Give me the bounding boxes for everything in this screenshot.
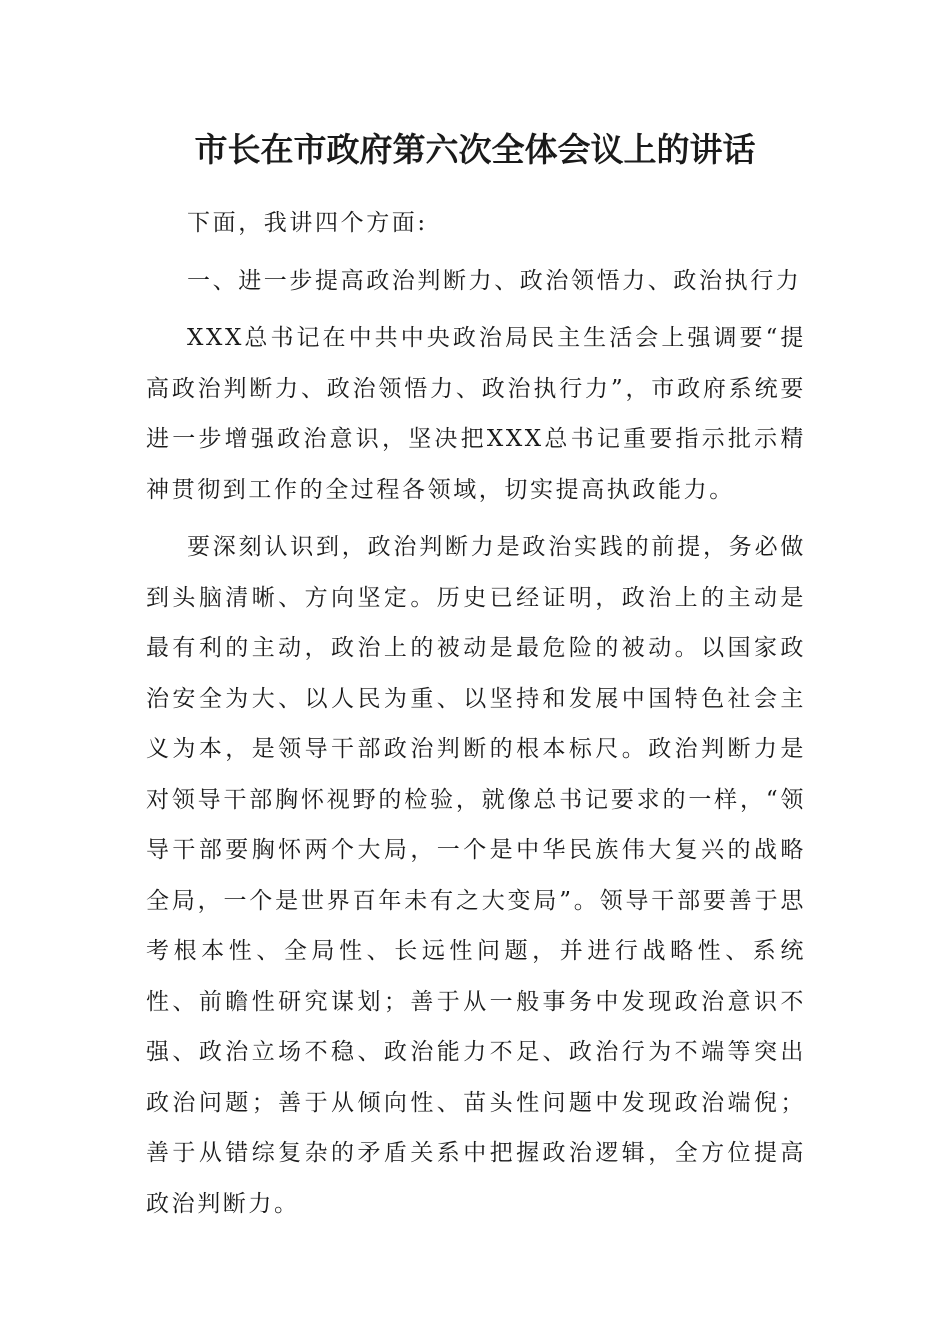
document-title: 市长在市政府第六次全体会议上的讲话 bbox=[194, 130, 756, 169]
section-heading-1: 一、进一步提高政治判断力、政治领悟力、政治执行力 bbox=[187, 267, 802, 294]
paragraph-intro: 下面，我讲四个方面: bbox=[187, 210, 428, 236]
document-body bbox=[146, 198, 806, 1229]
paragraph-1: XXX总书记在中共中央政治局民主生活会上强调要“提高政治判断力、政治领悟力、政治执行力”，市政府系统要进一步增强政治意识，坚决把XXX总书记重要指示批示精神贯彻到工作的全过程各领域，切实提高执政能力。 bbox=[146, 325, 806, 503]
paragraph-2: 要深刻认识到，政治判断力是政治实践的前提，务必做到头脑清晰、方向坚定。历史已经证明，政治上的主动是最有利的主动，政治上的被动是最危险的被动。以国家政治安全为大、以人民为重、以坚持和发展中国特色社会主义为本，是领导干部政治判断的根本标尺。政治判断力是对领导干部胸怀视野的检验，就像总书记要求的一样，“领导干部要胸怀两个大局，一个是中华民族伟大复兴的战略全局，一个是世界百年未有之大变局”。领导干部要善于思考根本性、全局性、长远性问题，并进行战略性、系统性、前瞻性研究谋划；善于从一般事务中发现政治意识不强、政治立场不稳、政治能力不足、政治行为不端等突出政治问题；善于从倾向性、苗头性问题中发现政治端倪；善于从错综复杂的矛盾关系中把握政治逻辑，全方位提高政治判断力。 bbox=[146, 534, 806, 1217]
